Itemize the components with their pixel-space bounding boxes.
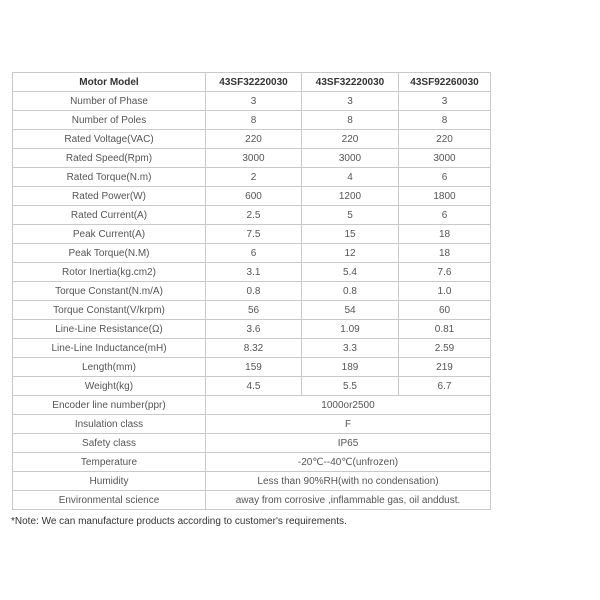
- spec-value: 8: [399, 111, 491, 130]
- spec-value: 56: [206, 301, 302, 320]
- spec-value: 4: [302, 168, 399, 187]
- spec-value: 2.59: [399, 339, 491, 358]
- table-row-length: [13, 358, 491, 377]
- table-row-line-line-inductance: [13, 339, 491, 358]
- spec-value: 6: [206, 244, 302, 263]
- spec-value: 3.3: [302, 339, 399, 358]
- spec-label: Rated Torque(N.m): [13, 168, 206, 187]
- table-row-humidity: [13, 472, 491, 491]
- motor-spec-table: [12, 72, 491, 510]
- spec-value: 600: [206, 187, 302, 206]
- table-row-torque-constant-nma: [13, 282, 491, 301]
- spec-label: Line-Line Resistance(Ω): [13, 320, 206, 339]
- spec-label: Length(mm): [13, 358, 206, 377]
- spec-value: 18: [399, 225, 491, 244]
- table-row-environmental-science: [13, 491, 491, 510]
- spec-value: 3: [302, 92, 399, 111]
- spec-label: Rotor Inertia(kg.cm2): [13, 263, 206, 282]
- table-row-number-of-phase: [13, 92, 491, 111]
- spec-value: 8: [302, 111, 399, 130]
- table-row-peak-torque: [13, 244, 491, 263]
- spec-value: 4.5: [206, 377, 302, 396]
- spec-label: Rated Power(W): [13, 187, 206, 206]
- spec-value: 8: [206, 111, 302, 130]
- table-row-insulation-class: [13, 415, 491, 434]
- spec-label: Rated Voltage(VAC): [13, 130, 206, 149]
- spec-label: Rated Current(A): [13, 206, 206, 225]
- table-row-rated-current: [13, 206, 491, 225]
- spec-value: 219: [399, 358, 491, 377]
- spec-value: 2.5: [206, 206, 302, 225]
- spec-value: 0.8: [302, 282, 399, 301]
- spec-value: 3000: [399, 149, 491, 168]
- table-row-rated-voltage: [13, 130, 491, 149]
- table-row-rated-torque: [13, 168, 491, 187]
- spec-value: 7.5: [206, 225, 302, 244]
- header-model-1: 43SF32220030: [206, 73, 302, 92]
- spec-label: Humidity: [13, 472, 206, 491]
- spec-value: 6: [399, 206, 491, 225]
- spec-value: 3: [399, 92, 491, 111]
- spec-value: 54: [302, 301, 399, 320]
- spec-value: 2: [206, 168, 302, 187]
- spec-value: 5.4: [302, 263, 399, 282]
- spec-value: 1.09: [302, 320, 399, 339]
- spec-value: 6: [399, 168, 491, 187]
- spec-value: 3.6: [206, 320, 302, 339]
- spec-value: 0.81: [399, 320, 491, 339]
- spec-value: 15: [302, 225, 399, 244]
- spec-merged-value: F: [206, 415, 491, 434]
- spec-value: 3000: [302, 149, 399, 168]
- spec-value: 6.7: [399, 377, 491, 396]
- spec-merged-value: -20℃--40℃(unfrozen): [206, 453, 491, 472]
- spec-value: 220: [302, 130, 399, 149]
- table-row-torque-constant-vkrpm: [13, 301, 491, 320]
- spec-label: Temperature: [13, 453, 206, 472]
- spec-value: 1800: [399, 187, 491, 206]
- spec-value: 220: [206, 130, 302, 149]
- spec-label: Number of Phase: [13, 92, 206, 111]
- spec-merged-value: IP65: [206, 434, 491, 453]
- spec-label: Line-Line Inductance(mH): [13, 339, 206, 358]
- spec-label: Peak Torque(N.M): [13, 244, 206, 263]
- spec-merged-value: 1000or2500: [206, 396, 491, 415]
- spec-label: Encoder line number(ppr): [13, 396, 206, 415]
- header-model-2: 43SF32220030: [302, 73, 399, 92]
- spec-value: 7.6: [399, 263, 491, 282]
- spec-value: 3: [206, 92, 302, 111]
- table-row-safety-class: [13, 434, 491, 453]
- spec-merged-value: away from corrosive ,inflammable gas, oil anddust.: [206, 491, 491, 510]
- table-row-rotor-inertia: [13, 263, 491, 282]
- spec-label: Safety class: [13, 434, 206, 453]
- spec-label: Environmental science: [13, 491, 206, 510]
- spec-value: 1.0: [399, 282, 491, 301]
- table-row-weight: [13, 377, 491, 396]
- table-row-rated-speed: [13, 149, 491, 168]
- table-row-line-line-resistance: [13, 320, 491, 339]
- spec-label: Peak Current(A): [13, 225, 206, 244]
- spec-value: 3.1: [206, 263, 302, 282]
- spec-label: Number of Poles: [13, 111, 206, 130]
- header-motor-model-label: Motor Model: [13, 73, 206, 92]
- header-model-3: 43SF92260030: [399, 73, 491, 92]
- spec-value: 18: [399, 244, 491, 263]
- spec-label: Insulation class: [13, 415, 206, 434]
- spec-value: 12: [302, 244, 399, 263]
- spec-value: 3000: [206, 149, 302, 168]
- table-row-peak-current: [13, 225, 491, 244]
- table-row-number-of-poles: [13, 111, 491, 130]
- spec-label: Torque Constant(N.m/A): [13, 282, 206, 301]
- spec-value: 159: [206, 358, 302, 377]
- spec-value: 0.8: [206, 282, 302, 301]
- spec-value: 220: [399, 130, 491, 149]
- table-row-temperature: [13, 453, 491, 472]
- spec-label: Weight(kg): [13, 377, 206, 396]
- spec-value: 8.32: [206, 339, 302, 358]
- spec-value: 5: [302, 206, 399, 225]
- spec-value: 1200: [302, 187, 399, 206]
- spec-value: 5.5: [302, 377, 399, 396]
- spec-merged-value: Less than 90%RH(with no condensation): [206, 472, 491, 491]
- table-row-rated-power: [13, 187, 491, 206]
- table-row-encoder-line-number: [13, 396, 491, 415]
- table-header-row: [13, 73, 491, 92]
- footnote: *Note: We can manufacture products according to customer's requirements.: [11, 516, 347, 527]
- spec-label: Torque Constant(V/krpm): [13, 301, 206, 320]
- spec-value: 189: [302, 358, 399, 377]
- spec-value: 60: [399, 301, 491, 320]
- spec-label: Rated Speed(Rpm): [13, 149, 206, 168]
